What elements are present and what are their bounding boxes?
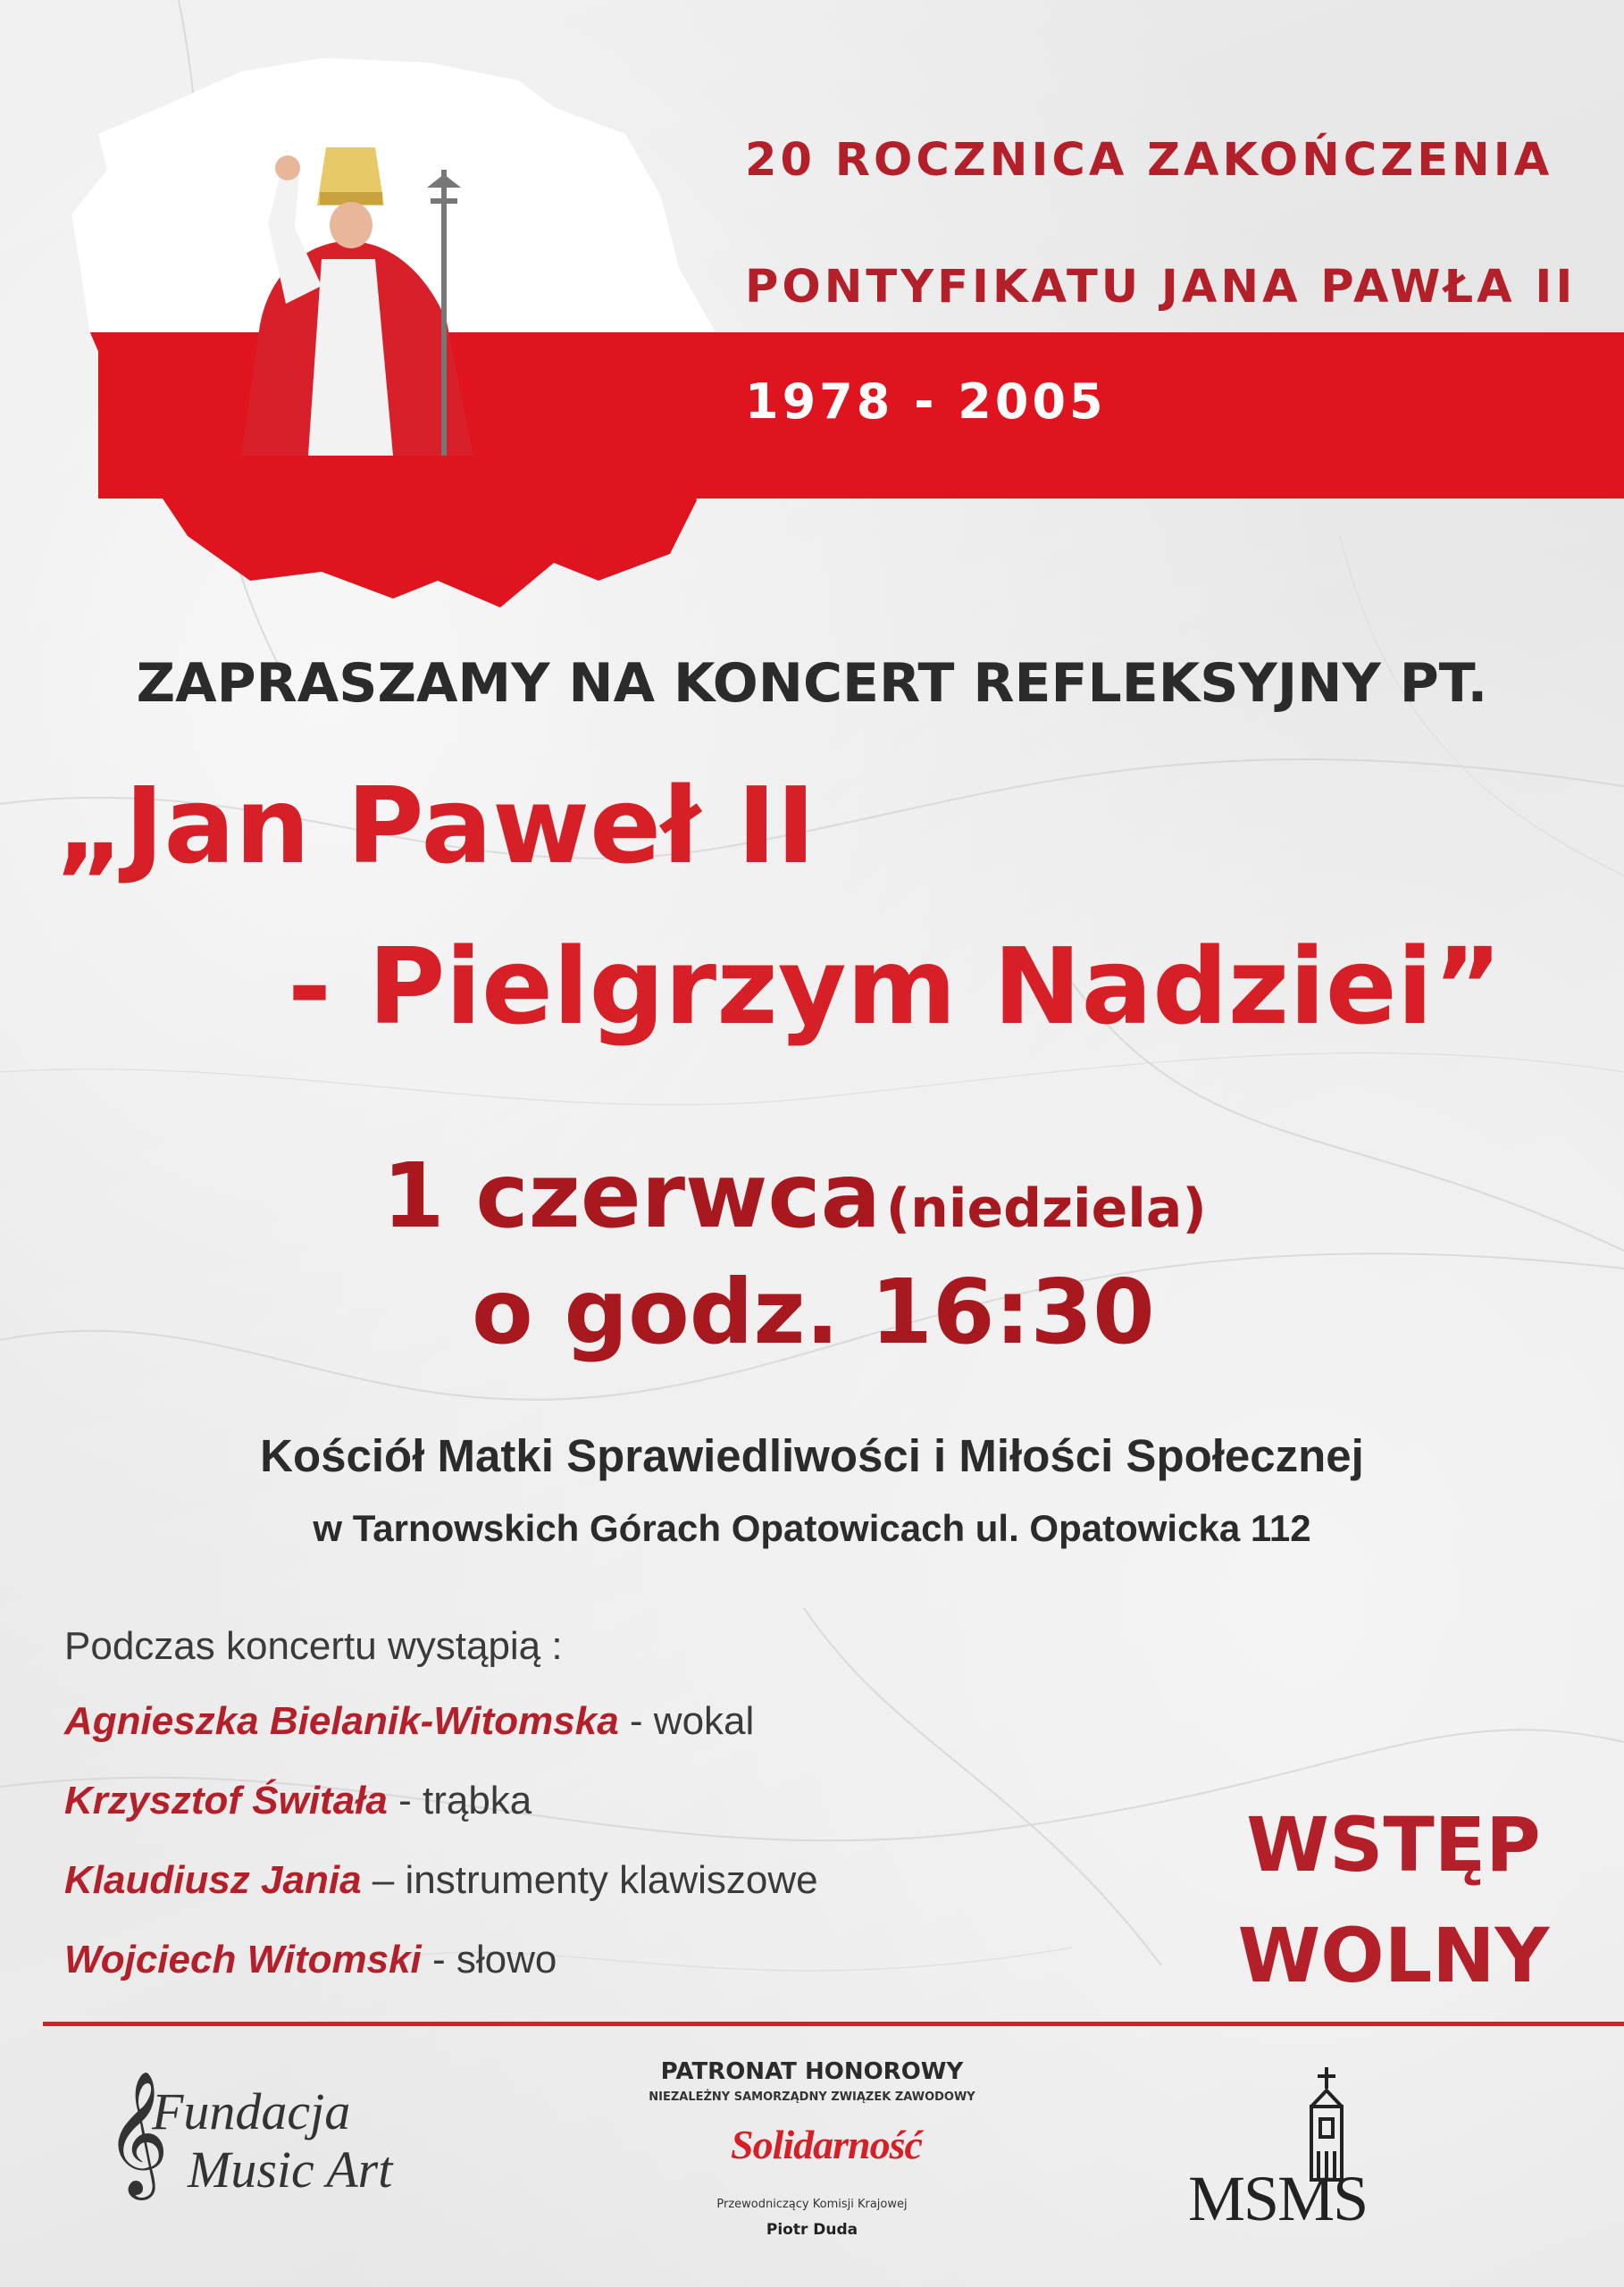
concert-day: 1 czerwca <box>382 1144 882 1248</box>
performer-role: – instrumenty klawiszowe <box>361 1858 818 1902</box>
concert-date <box>382 1144 1207 1248</box>
patron-role: Przewodniczący Komisji Krajowej <box>716 2198 908 2211</box>
concert-title-line2: - Pielgrzym Nadziei” <box>288 925 1503 1048</box>
venue-address: w Tarnowskich Górach Opatowicach ul. Opatowicka 112 <box>313 1507 1311 1549</box>
anniversary-line2: PONTYFIKATU JANA PAWŁA II <box>745 261 1577 314</box>
concert-invite: ZAPRASZAMY NA KONCERT REFLEKSYJNY PT. <box>136 652 1488 715</box>
fundacja-logo-line1: Fundacja <box>152 2082 351 2140</box>
anniversary-line1: 20 ROCZNICA ZAKOŃCZENIA <box>745 134 1553 187</box>
performer-name: Wojciech Witomski <box>64 1938 422 1981</box>
free-entry-line2: WOLNY <box>1237 1912 1550 1999</box>
treble-clef-icon: 𝄞 <box>105 2071 169 2195</box>
performer-item <box>64 1779 532 1823</box>
performers-intro: Podczas koncertu wystąpią : <box>64 1624 563 1668</box>
fundacja-logo-line2: Music Art <box>188 2140 393 2199</box>
free-entry-line1: WSTĘP <box>1246 1801 1541 1889</box>
patron-name: Piotr Duda <box>766 2221 858 2239</box>
performer-name: Agnieszka Bielanik-Witomska <box>64 1699 619 1743</box>
performer-role: - trąbka <box>387 1779 532 1822</box>
concert-weekday: (niedziela) <box>885 1177 1207 1240</box>
patron-subtitle: NIEZALEŻNY SAMORZĄDNY ZWIĄZEK ZAWODOWY <box>649 2090 975 2104</box>
poland-map-graphic <box>54 36 732 625</box>
msms-logo: MSMS <box>1188 2163 1368 2234</box>
performer-item <box>64 1938 557 1982</box>
performer-item <box>64 1858 818 1903</box>
concert-time: o godz. 16:30 <box>472 1260 1155 1364</box>
venue-church: Kościół Matki Sprawiedliwości i Miłości Społecznej <box>260 1430 1364 1481</box>
patron-title: PATRONAT HONOROWY <box>660 2058 964 2085</box>
performer-name: Krzysztof Świtała <box>64 1779 388 1822</box>
performer-role: - słowo <box>421 1938 557 1981</box>
anniversary-years: 1978 - 2005 <box>745 373 1107 430</box>
solidarnosc-logo: Solidarność <box>731 2122 922 2167</box>
performer-name: Klaudiusz Jania <box>64 1858 362 1902</box>
performer-role: - wokal <box>618 1699 755 1743</box>
concert-title-line1: „Jan Paweł II <box>55 764 816 887</box>
performer-item <box>64 1699 754 1744</box>
footer-divider <box>43 2022 1624 2026</box>
